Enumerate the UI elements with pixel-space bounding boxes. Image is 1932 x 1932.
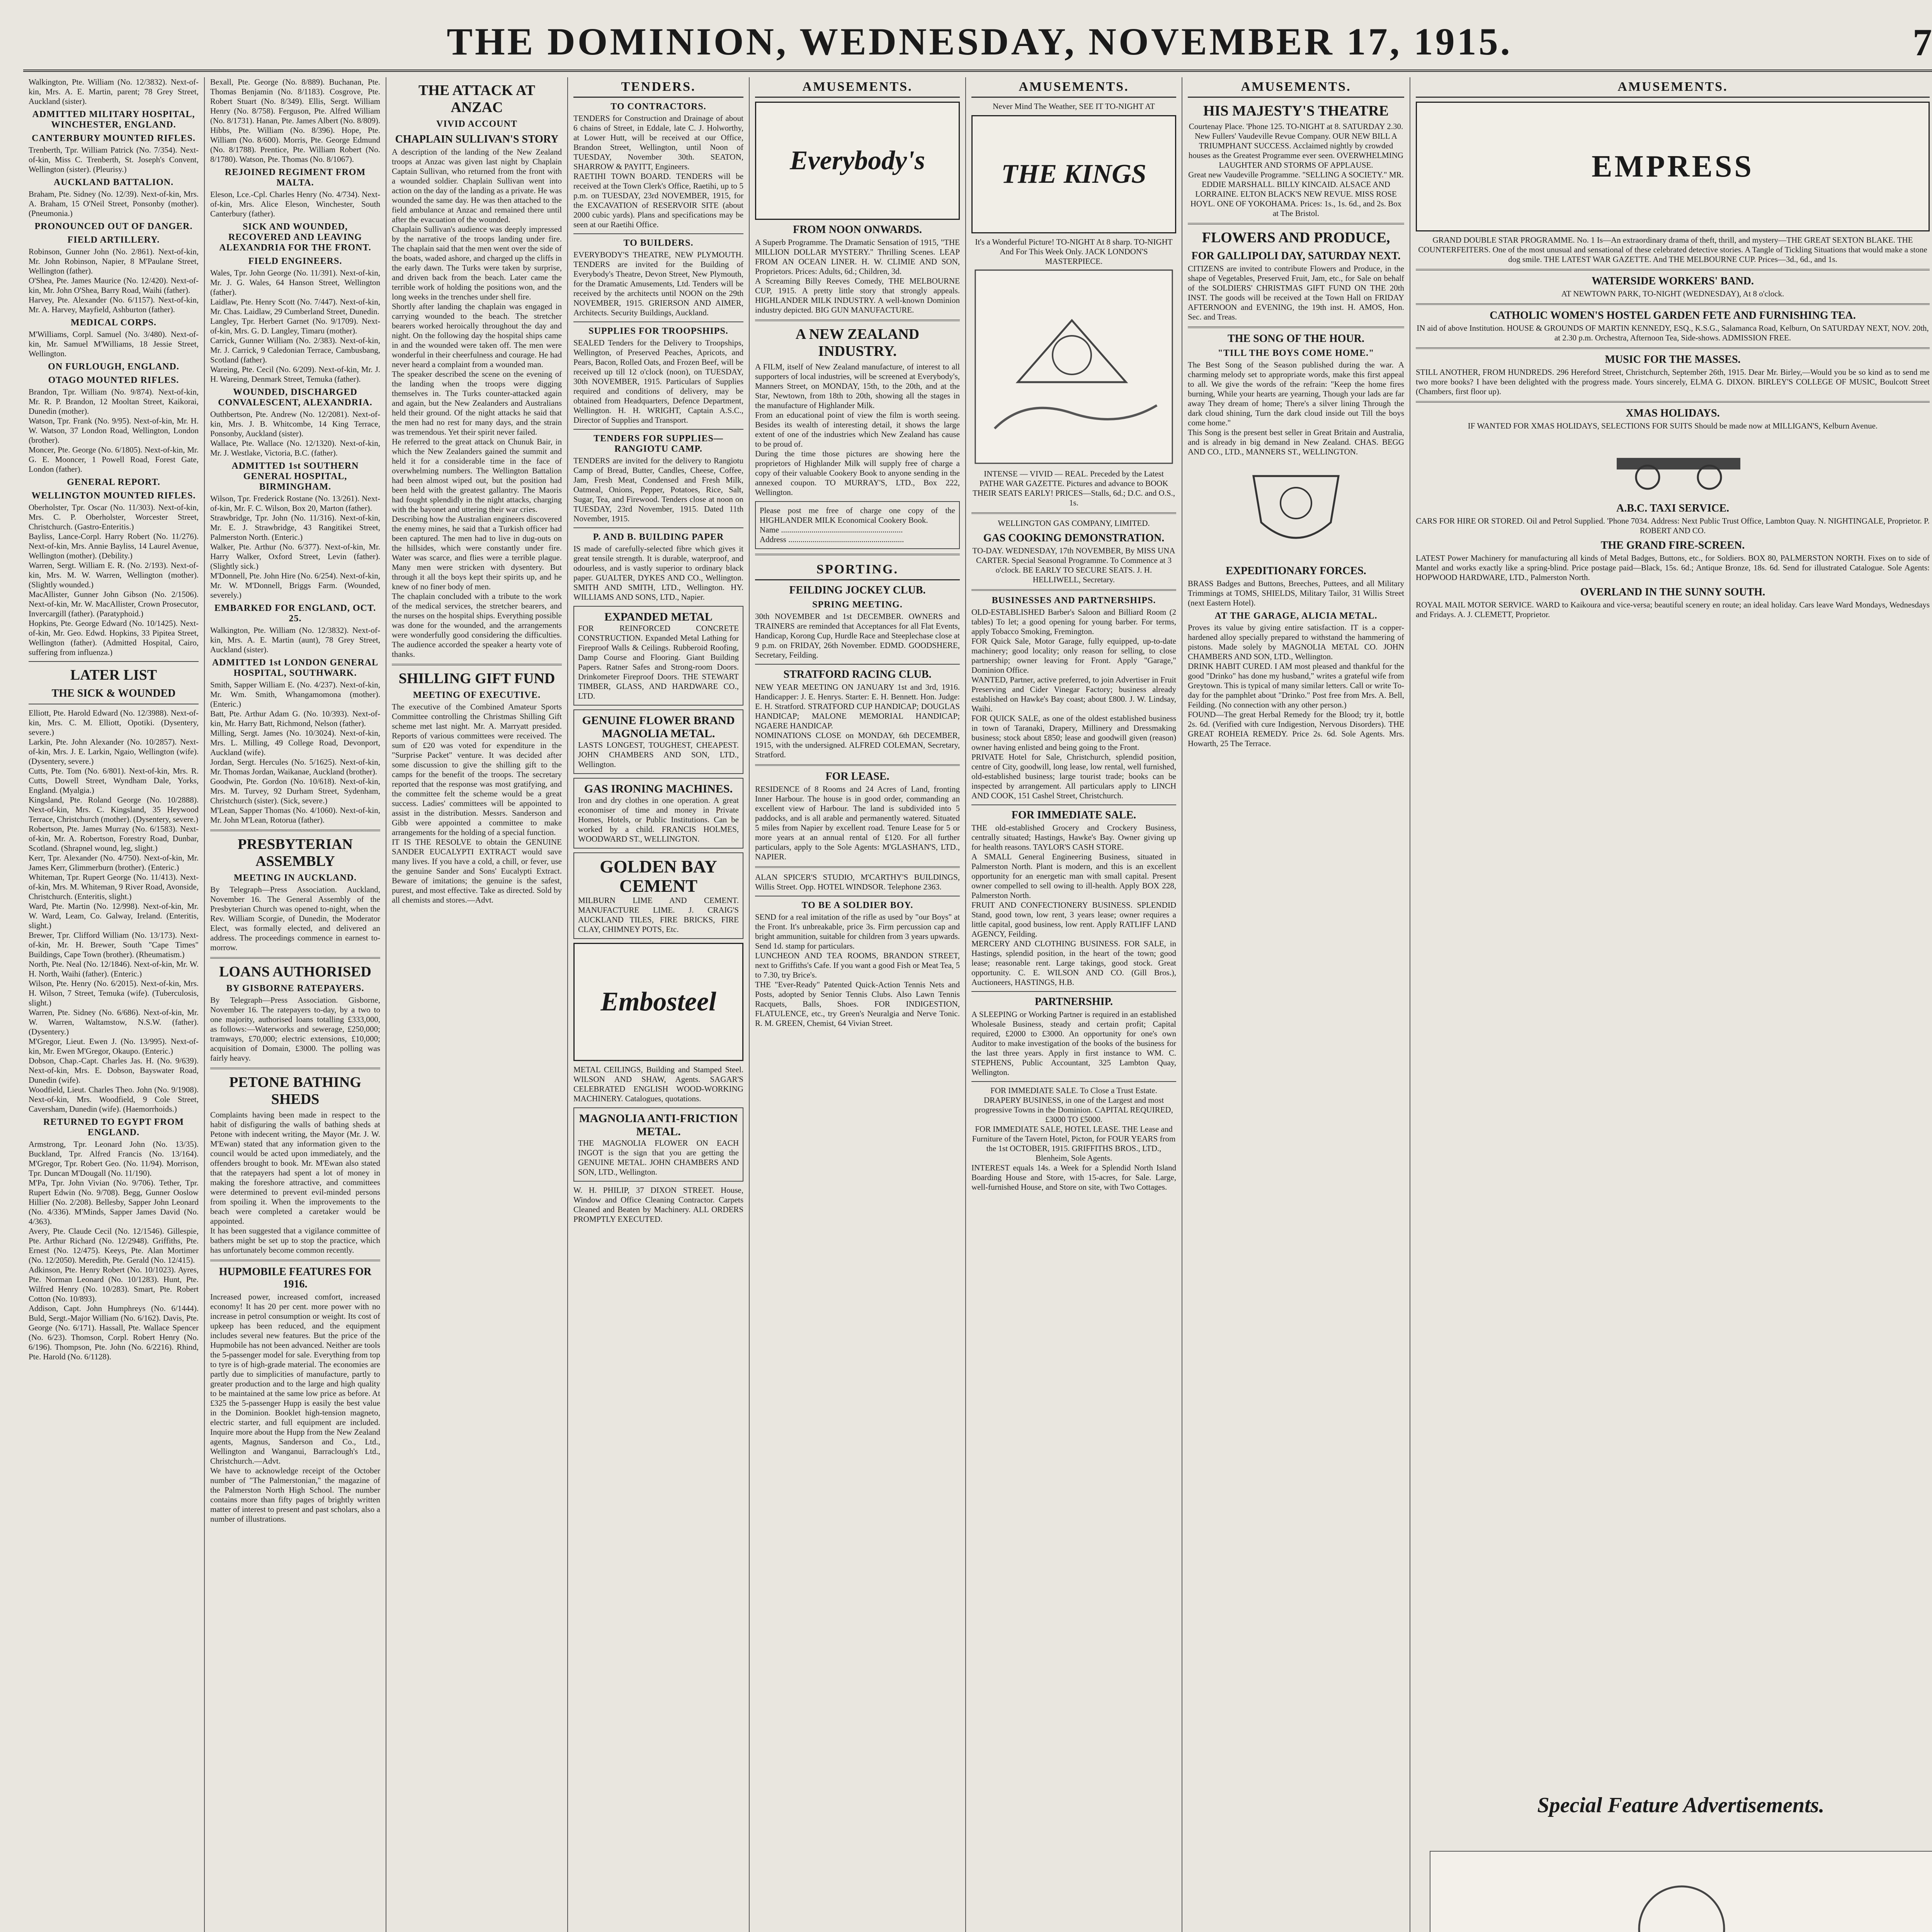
heading-auckland: AUCKLAND BATTALION.	[53, 177, 174, 187]
column-8: AMUSEMENTS. EMPRESS GRAND DOUBLE STAR PROGRAMME. No. 1 Is—An extraordinary drama of theft, thrill, and mystery—THE GREAT SEXTON BLAKE. THE COUNTERFEITERS. One of the most unusual and sensational of these celebrated detective stories. A Tangle of Tickling Situations that would make a stone dog smile. THE LATEST WAR GAZETTE. And THE MELBOURNE CUP. Prices—3d., 6d., and 1s. WATERSIDE WORKERS' BAND. AT NEWTOWN PARK, TO-NIGHT (WEDNESDAY), At 8 o'clock. CATHOLIC WOMEN'S HOSTEL GARDEN FETE AND FURNISHING TEA. IN aid of above Institution. HOUSE & GROUNDS OF MARTIN KENNEDY, ESQ., K.S.G., Salamanca Road, Kelburn, On SATURDAY NEXT, NOV. 20th, at 2.30 p.m. Orchestra, Afternoon Tea, Side-shows. ADMISSION FREE. MUSIC FOR THE MASSES. STILL ANOTHER, FROM HUNDREDS. 296 Hereford Street, Christchurch, September 26th, 1915. Dear Mr. Birley,—Would you be so kind as to send me two more books? I have been delighted with the progress made. Yours sincerely, ELMA G. DIXON. BIRLEY'S COLLEGE OF MUSIC, Boulcott Street (Chambers, first floor up). XMAS HOLIDAYS. IF WANTED FOR XMAS HOLIDAYS, SELECTIONS FOR SUITS Should be made now at MILLIGAN'S, Kelburn Avenue. A.B.C. TAXI SERVICE. CARS FOR HIRE OR STORED. Oil and Petrol Supplied. 'Phone 7034. Address: Next Public Trust Office, Lambton Quay. N. NIGHTINGALE, Proprietor. P. ROBERT AND CO. THE GRAND FIRE-SCREEN. LATEST Power Machinery for manufacturing all kinds of Metal Badges, Buttons, etc., for Soldiers. BOX 80, PALMERSTON NORTH. Fixes on to side of Mantel and works exactly like a spring-blind. Price postage paid—Black, 15s. 6d.; Antique Bronze, 18s. 6d. Send for illustrated Catalogue. Sole Agents: HOPWOOD HARDWARE, LTD., Palmerston North. OVERLAND IN THE SUNNY SOUTH. ROYAL MAIL MOTOR SERVICE. WARD to Kaikoura and vice-versa; beautiful scenery en route; an ideal holiday. Cars leave Ward Mondays, Wednesdays and Fridays. A. J. CLEMETT, Proprietor.	[1410, 77, 1932, 1764]
everybodys-logo	[755, 102, 960, 220]
heading-field-engineers: FIELD ENGINEERS.	[248, 256, 342, 266]
heading-taxi: A.B.C. TAXI SERVICE.	[1616, 502, 1730, 514]
heading-general-report: GENERAL REPORT.	[67, 477, 160, 487]
kings-logo	[971, 115, 1176, 233]
column-2: Bexall, Pte. George (No. 8/889). Buchanan, Pte. Thomas Benjamin (No. 8/1183). Cosgrove, Pte. Robert Stuart (No. 8/349). Ellis, Sergt. William Henry (No. 8/758). Ferguson, Pte. Alfred William (No. 8/1731). Hanan, Pte. James Albert (No. 8/809). Hibbs, Pte. William (No. 8/396). Hope, Pte. William (No. 8/600). Morris, Pte. George Edmund (No. 8/1788). Prentice, Pte. William Robert (No. 8/1780). Watson, Pte. Thomas (No. 8/1067). REJOINED REGIMENT FROM MALTA. Eleson, Lce.-Cpl. Charles Henry (No. 4/734). Next-of-kin, Mrs. Alice Eleson, Winchester, South Canterbury (father). SICK AND WOUNDED, RECOVERED AND LEAVING ALEXANDRIA FOR THE FRONT. FIELD ENGINEERS. Wales, Tpr. John George (No. 11/391). Next-of-kin, Mr. J. G. Wales, 64 Hanson Street, Wellington (father). Laidlaw, Pte. Henry Scott (No. 7/447). Next-of-kin, Mr. Chas. Laidlaw, 29 Cumberland Street, Dunedin. Langley, Tpr. Herbert Garnet (No. 9/1709). Next-of-kin, Mrs. G. D. Langley, Timaru (mother). Carrick, Gunner William (No. 2/383). Next-of-kin, Mr. J. Carrick, 9 Caledonian Terrace, Cambusbang, Scotland (father). Wareing, Pte. Cecil (No. 6/209). Next-of-kin, Mr. J. H. Wareing, Denmark Street, Temuka (father). WOUNDED, DISCHARGED CONVALESCENT, ALEXANDRIA. Outhbertson, Pte. Andrew (No. 12/2081). Next-of-kin, Mrs. J. B. Whitcombe, 14 King Terrace, Ponsonby, Auckland (sister). Wallace, Pte. Wallace (No. 12/1320). Next-of-kin, Mr. J. Westlake, Victoria, B.C. (father). ADMITTED 1st SOUTHERN GENERAL HOSPITAL, BIRMINGHAM. Wilson, Tpr. Frederick Rostane (No. 13/261). Next-of-kin, Mr. F. C. Wilson, Box 20, Marton (father). Strawbridge, Tpr. John (No. 11/316). Next-of-kin, Mr. E. J. Strawbridge, 43 Rangitikei Street, Palmerston North. (Enteric.) Walker, Pte. Arthur (No. 6/377). Next-of-kin, Mr. Harry Walker, Oxford Street, Levin (father). (Slightly sick.) M'Donnell, Pte. John Hire (No. 6/254). Next-of-kin, Mr. W. M'Donnell, Briggs Farm. (Wounded, severely.) EMBARKED FOR ENGLAND, OCT. 25. Walkington, Pte. William (No. 12/3832). Next-of-kin, Mrs. A. E. Martin (aunt), 78 Grey Street, Auckland (sister). ADMITTED 1st LONDON GENERAL HOSPITAL, SOUTHWARK. Smith, Sapper William E. (No. 4/237). Next-of-kin, Mr. Wm. Smith, Whangamomona (mother). (Enteric.) Batt, Pte. Arthur Adam G. (No. 10/393). Next-of-kin, Mr. Harry Batt, Richmond, Nelson (father). Milling, Sergt. James (No. 10/3024). Next-of-kin, Mrs. L. Milling, 49 College Road, Devonport, Auckland (wife). Jordan, Sergt. Hercules (No. 5/1625). Next-of-kin, Mr. Thomas Jordan, Waikanae, Auckland (brother). Goodwin, Pte. Gordon (No. 10/618). Next-of-kin, Mrs. M. Turvey, 92 Durham Street, Sydenham, Christchurch (sister). (Sick, severe.) M'Lean, Sapper Thomas (No. 4/1060). Next-of-kin, Mr. John M'Lean, Rotorua (father). PRESBYTERIAN ASSEMBLY MEETING IN AUCKLAND. By Telegraph—Press Association. Auckland, November 16. The General Assembly of the Presbyterian Church was opened to-night, when the Rev. William Scorgie, of Dunedin, the Moderator Elect, was formally elected, and delivered an address. The proceedings commence in earnest to-morrow. LOANS AUTHORISED BY GISBORNE RATEPAYERS. By Telegraph—Press Association. Gisborne, November 16. The ratepayers to-day, by a two to one majority, authorised loans totalling £333,000, as follows:—Waterworks and sewerage, £250,000; tramways, £70,000; electric extensions, £10,000; acquisition of Domain, £3000. The polling was fairly heavy. PETONE BATHING SHEDS Complaints having been made in respect to the habit of disfiguring the walls of bathing sheds at Petone with indecent writing, the Mayor (Mr. J. W. M'Ewan) stated that any information given to the council would be acted upon immediately, and the offenders brought to book. Mr. M'Ewan also stated that the ratepayers had spent a lot of money in making the foreshore attractive, and committees were determined to prevent evil-minded persons from spoiling it. When the improvements to the beach were completed a caretaker would be appointed. It has been suggested that a vigilance committee of bathers might be set up to stop the practice, which has unfortunately become common recently. HUPMOBILE FEATURES FOR 1916. Increased power, increased comfort, increased economy! It has 20 per cent. more power with no increase in petrol consumption or weight. Its cost of upkeep has been reduced, and the equipment includes several new features. But the price of the Hupmobile has not been advanced. Neither are tools the 5-passenger model for sale. Everything from top to tyre is of high-grade material. The economies are partly due to simplicities of manufacture, partly to greater production and to the large and high quality to be maintained at the same low price as before. At £325 the 5-passenger Hupp is easily the best value in the Dominion. Booklet high-tension magneto, electric starter, and full equipment are included. Inquire more about the Hupp from the New Zealand agents, Magnus, Sanderson and Co., Ltd., Wellington and Wanganui, Barraclough's Ltd., Christchurch.—Advt. We have to acknowledge receipt of the October number of "The Palmerstonian," the magazine of the Palmerston North High School. The number contains more than fifty pages of brightly written matter of interest to present and past scholars, also a number of illustrations.	[205, 77, 386, 1932]
heading-vivid-account: VIVID ACCOUNT	[436, 119, 517, 129]
heading-waterside: WATERSIDE WORKERS' BAND.	[1592, 275, 1754, 287]
gas-ironing-title: GAS IRONING MACHINES.	[584, 782, 733, 795]
kings-text: THE KINGS	[1001, 159, 1146, 189]
masthead	[23, 12, 1932, 72]
embosteel-text: Embosteel	[600, 987, 716, 1017]
heading-till-boys: "TILL THE BOYS COME HOME."	[1218, 348, 1374, 358]
expanded-metal-title: EXPANDED METAL	[604, 611, 713, 623]
heading-field-artillery: FIELD ARTILLERY.	[67, 235, 160, 245]
heading-loans: LOANS AUTHORISED	[219, 964, 371, 980]
cannon-illustration	[1416, 435, 1926, 493]
heading-to-builders: TO BUILDERS.	[623, 238, 694, 248]
heading-petone: PETONE BATHING SHEDS	[229, 1074, 361, 1107]
ad-gas-ironing: GAS IRONING MACHINES. Iron and dry clothes in one operation. A great economiser of time and money in Private Homes, Hotels, or Public Institutions. Can be worked by a child. FRANCIS HOLMES, WOODWARD ST., WELLINGTON.	[573, 778, 743, 849]
heading-soldier-boy: TO BE A SOLDIER BOY.	[801, 900, 913, 910]
heading-for-sale: FOR IMMEDIATE SALE.	[1011, 809, 1136, 821]
heading-fire-screen: THE GRAND FIRE-SCREEN.	[1600, 539, 1745, 551]
heading-building-paper: P. AND B. BUILDING PAPER	[593, 532, 724, 542]
heading-canterbury: CANTERBURY MOUNTED RIFLES.	[32, 133, 196, 143]
column-head-amusements-2: AMUSEMENTS.	[971, 77, 1176, 98]
heading-feilding: FEILDING JOCKEY CLUB.	[789, 584, 926, 596]
heading-garage: AT THE GARAGE, ALICIA METAL.	[1214, 611, 1378, 621]
heading-expeditionary: EXPEDITIONARY FORCES.	[1226, 565, 1366, 577]
heading-london: ADMITTED 1st LONDON GENERAL HOSPITAL, SOUTHWARK.	[212, 658, 379, 678]
heading-flowers: FLOWERS AND PRODUCE,	[1202, 230, 1390, 246]
heading-executive: MEETING OF EXECUTIVE.	[413, 690, 541, 700]
heading-nz-industry: A NEW ZEALAND INDUSTRY.	[795, 326, 920, 359]
everybodys-text: Everybody's	[790, 146, 925, 175]
heading-stratford: STRATFORD RACING CLUB.	[783, 668, 932, 680]
empress-logo	[1416, 102, 1930, 231]
heading-chaplain: CHAPLAIN SULLIVAN'S STORY	[395, 133, 559, 145]
column-head-tenders: TENDERS.	[573, 77, 743, 98]
heading-sunny-south: OVERLAND IN THE SUNNY SOUTH.	[1580, 586, 1765, 598]
heading-for-lease: FOR LEASE.	[825, 770, 889, 782]
heading-rangiotu: TENDERS FOR SUPPLIES—RANGIOTU CAMP.	[594, 434, 723, 454]
heading-catholic: CATHOLIC WOMEN'S HOSTEL GARDEN FETE AND FURNISHING TEA.	[1490, 310, 1856, 321]
column-head-amusements-1: AMUSEMENTS.	[755, 77, 960, 98]
heading-southern: ADMITTED 1st SOUTHERN GENERAL HOSPITAL, BIRMINGHAM.	[231, 461, 359, 492]
embosteel-logo	[573, 943, 743, 1061]
heading-medical: MEDICAL CORPS.	[70, 318, 157, 328]
heading-businesses: BUSINESSES AND PARTNERSHIPS.	[992, 595, 1156, 605]
heading-returned: RETURNED TO EGYPT FROM ENGLAND.	[43, 1117, 184, 1138]
heading-embarked: EMBARKED FOR ENGLAND, OCT. 25.	[214, 603, 376, 624]
heading-wounded-discharged: WOUNDED, DISCHARGED CONVALESCENT, ALEXANDRIA.	[218, 387, 372, 408]
heading-to-contractors: TO CONTRACTORS.	[611, 102, 706, 112]
magnolia-anti-title: MAGNOLIA ANTI-FRICTION METAL.	[579, 1112, 738, 1138]
column-4: TENDERS. TO CONTRACTORS. TENDERS for Construction and Drainage of about 6 chains of Street, in Eddale, late C. J. Holworthy, at Lower Hutt, will be received at our Office, Brandon Street, Wellington, until Noon of TUESDAY, November 30th. SEATON, SHARROW & PAYITT, Engineers. RAETIHI TOWN BOARD. TENDERS will be received at the Town Clerk's Office, Raetihi, up to 5 p.m. on TUESDAY, 23rd NOVEMBER, 1915, for the EXCAVATION of RESERVOIR SITE (about 2000 cubic yards). Plans and specifications may be seen at our Raetihi Office. TO BUILDERS. EVERYBODY'S THEATRE, NEW PLYMOUTH. TENDERS are invited for the Building of Everybody's Theatre, Devon Street, New Plymouth, for the Dramatic Amusements, Ltd. Tenders will be received by the architects until NOON on the 29th NOVEMBER, 1915. GRIERSON AND AIMER, Architects. Security Buildings, Auckland. SUPPLIES FOR TROOPSHIPS. SEALED Tenders for the Delivery to Troopships, Wellington, of Preserved Peaches, Apricots, and Pears, Bacon, Rolled Oats, and Frozen Beef, will be received up till 12 o'clock (noon), on TUESDAY, 30th NOVEMBER, 1915. Particulars of Supplies required and conditions of delivery, may be obtained from Headquarters, Defence Department, Wellington. H. H. WRIGHT, Captain A.S.C., Director of Supplies and Transport. TENDERS FOR SUPPLIES—RANGIOTU CAMP. TENDERS are invited for the delivery to Rangiotu Camp of Bread, Butter, Candles, Cheese, Coffee, Jam, Fresh Meat, Condensed and Fresh Milk, Oatmeal, Onions, Pepper, Potatoes, Rice, Salt, Sugar, Tea, and Firewood. Tenders close at noon on TUESDAY, 23rd November, 1915. Dated 11th November, 1915. P. AND B. BUILDING PAPER IS made of carefully-selected fibre which gives it great tensile strength. It is durable, waterproof, and odourless, and is vastly superior to ordinary black paper. GUALTER, DYKES AND CO., Wellington. SMITH AND SMITH, LTD., Wellington. HY. WILLIAMS AND SONS, LTD., Napier. EXPANDED METAL FOR REINFORCED CONCRETE CONSTRUCTION. Expanded Metal Lathing for Fireproof Walls & Ceilings. Rubberoid Roofing, Damp Course and Flooring. Giant Building Papers. Ratner Safes and Strong-room Doors. Drinkometer Fireproof Doors. THE STEWART TIMBER, GLASS, AND HARDWARE CO., LTD. GENUINE FLOWER BRAND MAGNOLIA METAL. LASTS LONGEST, TOUGHEST, CHEAPEST. JOHN CHAMBERS AND SON, LTD., Wellington. GAS IRONING MACHINES. Iron and dry clothes in one operation. A great economiser of time and money in Private Homes, Hotels, or Public Institutions. Can be worked by a child. FRANCIS HOLMES, WOODWARD ST., WELLINGTON. GOLDEN BAY CEMENT MILBURN LIME AND CEMENT. MANUFACTURE LIME. J. CRAIG'S AUCKLAND TILES, FIRE BRICKS, FIRE CLAY, CHIMNEY POTS, Etc. Embosteel METAL CEILINGS, Building and Stamped Steel. WILSON AND SHAW, Agents. SAGAR'S CELEBRATED ENGLISH WOOD-WORKING MACHINERY. Catalogues, quotations. MAGNOLIA ANTI-FRICTION METAL. THE MAGNOLIA FLOWER ON EACH INGOT is the sign that you are getting the GENUINE METAL. JOHN CHAMBERS AND SON, LTD., Wellington. W. H. PHILIP, 37 DIXON STREET. House, Window and Office Cleaning Contractor. Carpets Cleaned and Beaten by Machinery. ALL ORDERS PROMPTLY EXECUTED.	[568, 77, 750, 1932]
heading-furlough: ON FURLOUGH, ENGLAND.	[48, 362, 179, 372]
sea-wolf-illustration	[971, 266, 1176, 467]
heading-music: MUSIC FOR THE MASSES.	[1605, 354, 1741, 366]
page-number: 7	[1913, 21, 1932, 64]
heading-wellington: WELLINGTON MOUNTED RIFLES.	[31, 491, 196, 501]
heading-spring: SPRING MEETING.	[812, 600, 903, 610]
heading-later-list: LATER LIST	[70, 667, 157, 683]
heading-xmas: XMAS HOLIDAYS.	[1626, 407, 1720, 419]
heading-presbyterian: PRESBYTERIAN ASSEMBLY	[238, 836, 353, 869]
masthead-title: THE DOMINION, WEDNESDAY, NOVEMBER 17, 1915.	[447, 20, 1512, 63]
ad-golden-bay: GOLDEN BAY CEMENT MILBURN LIME AND CEMENT. MANUFACTURE LIME. J. CRAIG'S AUCKLAND TILES, FIRE BRICKS, FIRE CLAY, CHIMNEY POTS, Etc.	[573, 852, 743, 939]
coupon: Please post me free of charge one copy of the HIGHLANDER MILK Economical Cookery Book. Name ............................................................ Address .........................................................	[755, 501, 960, 549]
heading-attack-anzac: THE ATTACK AT ANZAC	[418, 82, 535, 116]
heading-gallipoli: FOR GALLIPOLI DAY, SATURDAY NEXT.	[1191, 250, 1401, 262]
column-6: AMUSEMENTS. Never Mind The Weather, SEE IT TO-NIGHT AT THE KINGS It's a Wonderful Picture! TO-NIGHT At 8 sharp. TO-NIGHT And For This Week Only. JACK LONDON'S MASTERPIECE. INTENSE — VIVID — REAL. Preceded by the Latest PATHE WAR GAZETTE. Pictures and advance to BOOK THEIR SEATS EARLY! PRICES—Stalls, 6d.; D.C. and O.S., 1s. WELLINGTON GAS COMPANY, LIMITED. GAS COOKING DEMONSTRATION. TO-DAY. WEDNESDAY, 17th NOVEMBER, By MISS UNA CARTER. Special Seasonal Programme. To Commence at 3 o'clock. BE EARLY TO SECURE SEATS. J. H. HELLIWELL, Secretary. BUSINESSES AND PARTNERSHIPS. OLD-ESTABLISHED Barber's Saloon and Billiard Room (2 tables) To let; a good opening for young barber. For terms, apply Tobacco Smoking, Fremington. FOR Quick Sale, Motor Garage, fully equipped, up-to-date machinery; good locality; only reason for selling, to close partnership; owner leaving for Front. Apply "Garage," Dominion Office. WANTED, Partner, active preferred, to join Advertiser in Fruit Preserving and Cider Vinegar Factory; business already established on Hawke's Bay coast; about £800. J. W. Lindsay, Waihi. FOR QUICK SALE, as one of the oldest established business in town of Taranaki, Drapery, Millinery and Dressmaking business; stock about £850; lease and goodwill given (reason) owner having enlisted and being going to the Front. PRIVATE Hotel for Sale, Christchurch, splendid position, centre of City, goodwill, long lease, low rental, well furnished, old-established business; large tourist trade; books can be inspected by arrangement. All particulars apply to LINCH AND COOK, 151 Cashel Street, Christchurch. FOR IMMEDIATE SALE. THE old-established Grocery and Crockery Business, centrally situated; Hastings, Hawke's Bay. Owner giving up for health reasons. TAYLOR'S CASH STORE. A SMALL General Engineering Business, situated in Palmerston North. Plant is modern, and this is an excellent opportunity for an energetic man with small capital. Present owner compelled to sell owing to ill-health. Apply BOX 228, Palmerston North. FRUIT AND CONFECTIONERY BUSINESS. SPLENDID Stand, good town, low rent, 3 years lease; owner requires a little capital, good business, low rent. Apply RATLIFF LAND AGENCY, Feilding. MERCERY AND CLOTHING BUSINESS. FOR SALE, in Hastings, splendid position, in the heart of the town; good lease; reasonable rent. Large takings, good stock. Great opportunity. C. E. WILSON AND CO. (Gill Bros.), Auctioneers, HASTINGS, H.B. PARTNERSHIP. A SLEEPING or Working Partner is required in an established Wholesale Business, steady and certain profit; Capital required, £2000 to £3000. An opportunity for one's own Auditor to make investigation of the books of the business for the last three years. Apply in first instance to WM. C. STEPHENS, Public Accountant, 325 Lambton Quay, Wellington. FOR IMMEDIATE SALE. To Close a Trust Estate. DRAPERY BUSINESS, in one of the Largest and most progressive Towns in the Dominion. CAPITAL REQUIRED, £3000 TO £5000. FOR IMMEDIATE SALE, HOTEL LEASE. THE Lease and Furniture of the Tavern Hotel, Picton, for FOUR YEARS from the 1st OCTOBER, 1915. GRIFFITHS BROS., LTD., Blenheim, Sole Agents. INTEREST equals 14s. a Week for a Splendid North Island Boarding House and Store, with 15-acres, for Sale. Large, well-furnished House, and Store on site, with Two Cottages.	[966, 77, 1182, 1932]
column-7: AMUSEMENTS. HIS MAJESTY'S THEATRE Courtenay Place. 'Phone 125. TO-NIGHT at 8. SATURDAY 2.30. New Fullers' Vaudeville Revue Company. OUR NEW BILL A TRIUMPHANT SUCCESS. Acclaimed nightly by crowded houses as the Greatest Programme ever seen. OVERWHELMING LAUGHTER AND STORMS OF APPLAUSE. Great new Vaudeville Programme. "SELLING A SOCIETY." MR. EDDIE MARSHALL. BILLY KINCAID. ALSACE AND LORRAINE. ELTON BLACK'S NEW REVUE. MISS ROSE HOYL. ONE OF YOKOHAMA. Prices: 1s., 1s. 6d., and 2s. Box at The Bristol. FLOWERS AND PRODUCE, FOR GALLIPOLI DAY, SATURDAY NEXT. CITIZENS are invited to contribute Flowers and Produce, in the shape of Vegetables, Preserved Fruit, Jam, etc., for Sale on behalf of the SOLDIERS' CHRISTMAS GIFT FUND ON THE 20th INST. The goods will be received at the Town Hall on FRIDAY AFTERNOON and EVENING, the 19th inst. H. AMOS, Hon. Sec. and Treas. THE SONG OF THE HOUR. "TILL THE BOYS COME HOME." The Best Song of the Season published during the war. A charming melody set to appropriate words, make this first appeal to all. We give the words of the refrain: "Keep the home fires burning, While your hearts are yearning, Though your lads are far away They dream of home; There's a silver lining Through the dark cloud shining, Turn the dark cloud inside out Till the boys come home." This Song is the present best seller in Great Britain and Australia, and is already in big demand in New Zealand. CHAS. BEGG AND CO., LTD., MANNERS ST., WELLINGTON. EXPEDITIONARY FORCES. BRASS Badges and Buttons, Breeches, Puttees, and all Military Trimmings at TOMS, SHIELDS, Military Tailor, 31 Willis Street (next Eastern Hotel). AT THE GARAGE, ALICIA METAL. Proves its value by giving entire satisfaction. IT is a copper-hardened alloy specially prepared to withstand the hammering of pistons. Made solely by MAGNOLIA METAL CO. JOHN CHAMBERS AND SON, LTD., Wellington. DRINK HABIT CURED. I AM most pleased and thankful for the good "Drinko" has done my husband," writes a grateful wife from Greytown. This is typical of many similar letters. Call or write To-day for the pamphlet about "Drinko." Post free from Mrs. A. Bell, Feilding. (No connection with any other person.) FOUND—The great Herbal Remedy for the Blood; try it, bottle 2s. 6d. (Verified with cure Indigestion, Nervous Disorders). THE GREAT ROHEIA REMEDY. Price 2s. 6d. Sole Agents. Mrs. Howarth, 25 The Terrace.	[1182, 77, 1410, 1932]
heading-admitted-winchester: ADMITTED MILITARY HOSPITAL, WINCHESTER, ENGLAND.	[32, 109, 195, 130]
ad-magnolia-anti: MAGNOLIA ANTI-FRICTION METAL. THE MAGNOLIA FLOWER ON EACH INGOT is the sign that you are getting the GENUINE METAL. JOHN CHAMBERS AND SON, LTD., Wellington.	[573, 1107, 743, 1182]
heading-partnership: PARTNERSHIP.	[1034, 996, 1113, 1008]
heading-gas-cooking: GAS COOKING DEMONSTRATION.	[983, 532, 1165, 544]
heading-rejoined-malta: REJOINED REGIMENT FROM MALTA.	[224, 167, 366, 188]
children-illustration	[1430, 1851, 1932, 1932]
magnolia-flower-title: GENUINE FLOWER BRAND MAGNOLIA METAL.	[582, 714, 735, 740]
column-5: AMUSEMENTS. Everybody's FROM NOON ONWARDS. A Superb Programme. The Dramatic Sensation of 1915, "THE MILLION DOLLAR MYSTERY." Thrilling Scenes. LEAP FROM AN OCEAN LINER. H. W. CLIMIE AND SON, Proprietors. Prices: Adults, 6d.; Children, 3d. A Screaming Billy Reeves Comedy, THE MELBOURNE CUP, 1915. A pretty little story that strongly appeals. HIGHLANDER MILK INDUSTRY. A well-known Dominion industry depicted. BIG GUN MANUFACTURE. A NEW ZEALAND INDUSTRY. A FILM, itself of New Zealand manufacture, of interest to all supporters of local industries, will be screened at Everybody's, Manners Street, on MONDAY, 15th, to the 20th, and at the Star, Newtown, from 18th to 20th, showing all the stages in the manufacture of Highlander Milk. From an educational point of view the film is worth seeing. Besides its wealth of interesting detail, it shows the large extent of one of the industries which New Zealand has cause to be proud of. During the time those pictures are showing here the proprietors of Highlander Milk will supply free of charge a copy of their valuable Cookery Book to anyone sending in the annexed coupon. TO MURRAY'S, LTD., Box 222, Wellington. Please post me free of charge one copy of the HIGHLANDER MILK Economical Cookery Book. Name ............................................................ Address ......................................................... SPORTING. FEILDING JOCKEY CLUB. SPRING MEETING. 30th NOVEMBER and 1st DECEMBER. OWNERS and TRAINERS are reminded that Acceptances for all Flat Events, Handicap, Korong Cup, Hurdle Race and Steeplechase close at 9 p.m. on FRIDAY, 26th November. EDMD. GOODSHERE, Secretary, Feilding. STRATFORD RACING CLUB. NEW YEAR MEETING ON JANUARY 1st and 3rd, 1916. Handicapper: J. E. Henrys. Starter: E. H. Bennett. Hon. Judge: E. H. Stratford. STRATFORD CUP HANDICAP; DOUGLAS HANDICAP; MALONE MEMORIAL HANDICAP; NGAERE HANDICAP. NOMINATIONS CLOSE on MONDAY, 6th DECEMBER, 1915, with the undersigned. ALFRED COLEMAN, Secretary, Stratford. FOR LEASE. RESIDENCE of 8 Rooms and 24 Acres of Land, fronting Inner Harbour. The house is in good order, commanding an excellent view of Harbour. The land is subdivided into 5 paddocks, and is all arable and permanently watered. Situated 5 miles from Napier by excellent road. Tenure Lease for 5 or more years at an annual rental of £120. For all further particulars, apply to the Sole Agents: M'GLASHAN'S, LTD., NAPIER. ALAN SPICER'S STUDIO, M'CARTHY'S BUILDINGS, Willis Street. Opp. HOTEL WINDSOR. Telephone 2363. TO BE A SOLDIER BOY. SEND for a real imitation of the rifle as used by "our Boys" at the Front. It's unbreakable, price 3s. Firm percussion cap and bright ammunition, suitable for children from 3 years upwards. Send 1d. stamp for particulars. LUNCHEON AND TEA ROOMS, BRANDON STREET, next to Griffiths's Cafe. If you want a good Fish or Meat Tea, 5 to 7.30, try Brice's. THE "Ever-Ready" Patented Quick-Action Tennis Nets and Posts, adopted by Senior Tennis Clubs. Also Lawn Tennis Racquets, Balls, Shoes. FOR INDIGESTION, FLATULENCE, etc., try Green's Neuralgia and Nerve Tonic. R. M. GREEN, Chemist, 64 Vivian Street.	[750, 77, 966, 1932]
heading-from-noon: FROM NOON ONWARDS.	[793, 224, 922, 236]
heading-meeting: MEETING IN AUCKLAND.	[233, 873, 357, 883]
heading-hupmobile: HUPMOBILE FEATURES FOR 1916.	[219, 1266, 372, 1290]
special-feature-heading: Special Feature Advertisements.	[1537, 1793, 1825, 1817]
heading-sporting: SPORTING.	[755, 560, 960, 580]
empress-text: EMPRESS	[1592, 149, 1754, 184]
heading-otago: OTAGO MOUNTED RIFLES.	[48, 375, 179, 385]
golden-bay-title: GOLDEN BAY CEMENT	[600, 857, 717, 896]
column-3: THE ATTACK AT ANZAC VIVID ACCOUNT CHAPLAIN SULLIVAN'S STORY A description of the landing of the New Zealand troops at Anzac was given last night by Chaplain Captain Sullivan, who returned from the front with a wounded soldier. Chaplain Sullivan went into action on the day of the landing as a private. He was wounded the same day. He was then attached to the field ambulance at Anzac and remained there until after the evacuation of the wounded. Chaplain Sullivan's audience was deeply impressed by the narrative of the troops landing under fire. The chaplain said that the men went over the side of the boats, waded ashore, and charged up the cliffs in the early dawn. The Turks were taken by surprise, and driven back from the beach. Later came the terrible work of holding the positions won, and the long weeks in the trenches under shell fire. Shortly after landing the chaplain was engaged in carrying wounded to the beach. The stretcher bearers worked heroically throughout the day and night. On the following day the hospital ships came in and the wounded were taken off. The men were wonderful in their cheerfulness and courage. He had never heard a complaint from a wounded man. The speaker described the scene on the evening of the landing when the troops were digging themselves in. The Turks counter-attacked again and again, but the New Zealanders and Australians held their ground. Of the night attacks he said that the men had no rest for many days, and the strain was tremendous. Yet their spirit never failed. He referred to the great attack on Chunuk Bair, in which the New Zealanders gained the summit and held it for a considerable time in the face of overwhelming numbers. The Wellington Battalion had been almost wiped out, but the position had been held with the greatest gallantry. The Maoris had fought splendidly in the night attacks, charging with the bayonet and uttering their war cries. Describing how the Australian engineers discovered the enemy mines, he said that a Turkish officer had been captured. The men had to live in dug-outs on the hillsides, which were constantly under fire. Water was scarce, and flies were a terrible plague. Many men were stricken with dysentery. But through it all the boys kept their spirits up, and he knew of no finer body of men. The chaplain concluded with a tribute to the work of the medical services, the stretcher bearers, and the nurses on the hospital ships. Everything possible was done for the wounded, and the arrangements were wonderfully good considering the difficulties. The audience accorded the speaker a hearty vote of thanks. SHILLING GIFT FUND MEETING OF EXECUTIVE. The executive of the Combined Amateur Sports Committee controlling the Christmas Shilling Gift scheme met last night. Mr. A. Marryatt presided. Reports of various committees were received. The sum of £20 was voted for expenditure in the "Surprise Packet" venture. It was decided after some discussion to give the shilling gift to the camps for the benefit of the troops. The secretary reported that the response was most gratifying, and the committee felt the scheme would be a great success. Ladies' committees will be appointed to assist in the distribution. Messrs. Sanderson and Gibb were appointed a committee to make arrangements for the holding of a special function. IT IS THE RESOLVE to obtain the GENUINE SANDER EUCALYPTI EXTRACT would save many lives. If you have a cold, a chill, or fever, use the genuine Sander and Sons' Eucalypti Extract. Beware of imitations; the genuine is the safest, purest, and most effective. Take as directed. Sold by all chemists and stores.—Advt.	[386, 77, 568, 1932]
heading-supplies: SUPPLIES FOR TROOPSHIPS.	[588, 326, 728, 336]
heading-sick-wounded-recovered: SICK AND WOUNDED, RECOVERED AND LEAVING ALEXANDRIA FOR THE FRONT.	[219, 222, 371, 253]
crest-illustration	[1188, 461, 1404, 561]
heading-gisborne: BY GISBORNE RATEPAYERS.	[226, 983, 364, 993]
heading-pronounced: PRONOUNCED OUT OF DANGER.	[34, 221, 193, 231]
column-head-amusements-3: AMUSEMENTS.	[1188, 77, 1404, 98]
heading-sick-wounded: THE SICK & WOUNDED	[51, 687, 176, 699]
column-1: Walkington, Pte. William (No. 12/3832). Next-of-kin, Mrs. A. E. Martin, parent; 78 Grey Street, Auckland (sister). ADMITTED MILITARY HOSPITAL, WINCHESTER, ENGLAND. CANTERBURY MOUNTED RIFLES. Trenberth, Tpr. William Patrick (No. 7/354). Next-of-kin, Miss C. Trenberth, St. Joseph's Convent, Wellington (sister). (Pleurisy.) AUCKLAND BATTALION. Braham, Pte. Sidney (No. 12/39). Next-of-kin, Mrs. A. Braham, 15 O'Neil Street, Ponsonby (mother). (Pneumonia.) PRONOUNCED OUT OF DANGER. FIELD ARTILLERY. Robinson, Gunner John (No. 2/861). Next-of-kin, Mr. John Robinson, Napier, 8 M'Paulane Street, Wellington (father). O'Shea, Pte. James Maurice (No. 12/420). Next-of-kin, Mr. John O'Shea, Barry Road, Waihi (father). Harvey, Pte. Alexander (No. 6/1157). Next-of-kin, Mr. A. Harvey, Mayfield, Ashburton (father). MEDICAL CORPS. M'Williams, Corpl. Samuel (No. 3/480). Next-of-kin, Mr. Samuel M'Williams, 18 Jessie Street, Wellington. ON FURLOUGH, ENGLAND. OTAGO MOUNTED RIFLES. Brandon, Tpr. William (No. 9/874). Next-of-kin, Mr. R. P. Brandon, 12 Mooltan Street, Kaikorai, Dunedin (mother). Watson, Tpr. Frank (No. 9/95). Next-of-kin, Mr. H. W. Watson, 37 London Road, Wellington, London (brother). Moncer, Pte. George (No. 6/1805). Next-of-kin, Mr. G. E. Mooncer, 1 Powell Road, Forest Gate, London (father). GENERAL REPORT. WELLINGTON MOUNTED RIFLES. Oberholster, Tpr. Oscar (No. 11/303). Next-of-kin, Mrs. C. P. Oberholster, Worcester Street, Christchurch. (Gastro-Enteritis.) Bayliss, Lance-Corpl. Harry Robert (No. 11/276). Next-of-kin, Mrs. Annie Bayliss, 14 Laurel Avenue, Wellington (mother). (Debility.) Warren, Sergt. William E. R. (No. 2/193). Next-of-kin, Mrs. M. W. Warren, Wellington (mother). (Slightly wounded.) MacAllister, Gunner John Gibson (No. 2/1506). Next-of-kin, Mr. W. MacAllister, Crown Prosecutor, Invercargill (father). (Paratyphoid.) Hopkins, Pte. George Edward (No. 10/1425). Next-of-kin, Mr. Geo. Edwd. Hopkins, 33 Pipitea Street, Wellington (father). (Admitted Hospital, Cairo, suffering from influenza.) LATER LIST THE SICK & WOUNDED Elliott, Pte. Harold Edward (No. 12/3988). Next-of-kin, Mrs. C. M. Elliott, Opotiki. (Dysentery, severe.) Larkin, Pte. John Alexander (No. 10/2857). Next-of-kin, Mrs. J. E. Larkin, Ngaio, Wellington (wife). (Dysentery, severe.) Cutts, Pte. Tom (No. 6/801). Next-of-kin, Mrs. R. Cutts, Dowell Street, Wyndham Dale, Yorks, England. (Myalgia.) Kingsland, Pte. Roland George (No. 10/2888). Next-of-kin, Mrs. C. Kingsland, 35 Heywood Terrace, Christchurch (mother). (Dysentery, severe.) Robertson, Pte. James Murray (No. 6/1583). Next-of-kin, Mr. A. Robertson, Forestry Road, Dunbar, Scotland. (Shrapnel wound, leg, slight.) Kerr, Tpr. Alexander (No. 4/750). Next-of-kin, Mr. James Kerr, Glimmerburn (brother). (Enteric.) Whiteman, Tpr. Rupert George (No. 11/413). Next-of-kin, Mrs. M. Whiteman, 9 River Road, Avonside, Christchurch. (Enteritis, slight.) Ward, Pte. Martin (No. 12/998). Next-of-kin, Mr. W. Ward, Leam, Co. Galway, Ireland. (Enteritis, slight.) Brewer, Tpr. Clifford William (No. 13/173). Next-of-kin, Mr. H. Brewer, South "Cape Times" Buildings, Cape Town (brother). (Rheumatism.) North, Pte. Neal (No. 12/1846). Next-of-kin, Mr. W. H. North, Waihi (father). (Enteric.) Wilson, Pte. Henry (No. 6/2015). Next-of-kin, Mrs. H. Wilson, 7 Street, Temuka (wife). (Tuberculosis, slight.) Warren, Pte. Sidney (No. 6/686). Next-of-kin, Mr. W. Warren, Waltamstow, N.S.W. (father). (Dysentery.) M'Gregor, Lieut. Ewen J. (No. 13/995). Next-of-kin, Mr. Ewen M'Gregor, Okaupo. (Enteric.) Dobson, Chap.-Capt. Charles Jas. H. (No. 9/639). Next-of-kin, Mrs. E. Dobson, Bayswater Road, Dunedin (wife). Woodfield, Lieut. Charles Theo. John (No. 9/1908). Next-of-kin, Mrs. Woodfield, 9 Cole Street, Caversham, Dunedin (wife). (Haemorrhoids.) RETURNED TO EGYPT FROM ENGLAND. Armstrong, Tpr. Leonard John (No. 13/35). Buckland, Tpr. Alfred Francis (No. 13/164). M'Gregor, Tpr. Robert Geo. (No. 11/94). Morrison, Tpr. Duncan M'Dougall (No. 11/190). M'Pa, Tpr. John Vivian (No. 9/706). Tether, Tpr. Rupert Edwin (No. 9/708). Begg, Gunner Ooslow Hillier (No. 2/208). Bellesby, Sapper John Leonard (No. 4/336). M'Minds, Sapper James David (No. 4/363). Avery, Pte. Claude Cecil (No. 12/1546). Gillespie, Pte. Arthur Richard (No. 12/2948). Griffiths, Pte. Ernest (No. 12/475). Keeys, Pte. Alan Mortimer (No. 12/2050). Meredith, Pte. Gerald (No. 12/415). Adkinson, Pte. Henry Robert (No. 10/1023). Ayres, Pte. Norman Leonard (No. 10/1283). Hunt, Pte. Wilfred Henry (No. 10/283). Smart, Pte. Robert Cotton (No. 10/893). Addison, Capt. John Humphreys (No. 6/1444). Buld, Sergt.-Major William (No. 6/162). Davis, Pte. George (No. 6/171). Hassall, Pte. Wallace Spencer (No. 6/23). Thomson, Corpl. Robert Henry (No. 6/196). Thompson, Pte. John (No. 6/2216). Rhind, Pte. Harold (No. 6/1128).	[23, 77, 205, 1932]
heading-his-majestys: HIS MAJESTY'S THEATRE	[1203, 103, 1389, 119]
heading-shilling: SHILLING GIFT FUND	[398, 670, 555, 687]
heading-song-of-hour: THE SONG OF THE HOUR.	[1228, 333, 1364, 345]
column-head-amusements-4: AMUSEMENTS.	[1416, 77, 1930, 98]
ad-magnolia-flower: GENUINE FLOWER BRAND MAGNOLIA METAL. LASTS LONGEST, TOUGHEST, CHEAPEST. JOHN CHAMBERS AND SON, LTD., Wellington.	[573, 709, 743, 774]
ad-expanded-metal: EXPANDED METAL FOR REINFORCED CONCRETE CONSTRUCTION. Expanded Metal Lathing for Fireproof Walls & Ceilings. Rubberoid Roofing, Damp Course and Flooring. Giant Building Papers. Ratner Safes and Strong-room Doors. Drinkometer Fireproof Doors. THE STEWART TIMBER, GLASS, AND HARDWARE CO., LTD.	[573, 606, 743, 706]
